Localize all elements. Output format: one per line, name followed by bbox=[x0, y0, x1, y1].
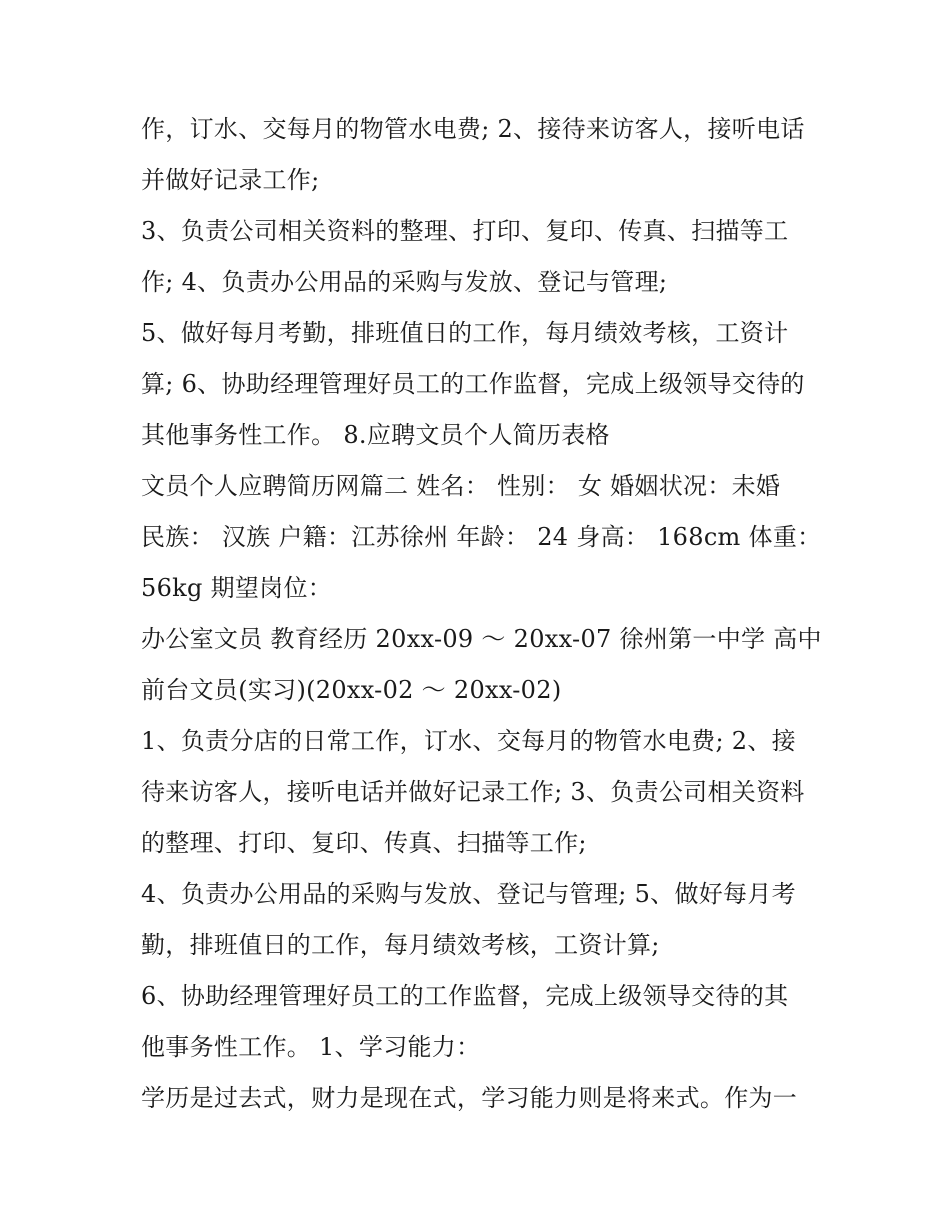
text-line: 民族： 汉族 户籍：江苏徐州 年龄： 24 身高： 168cm 体重： bbox=[141, 523, 822, 551]
text-line: 学历是过去式，财力是现在式，学习能力则是将来式。作为一 bbox=[141, 1084, 798, 1112]
text-line: 勤，排班值日的工作，每月绩效考核，工资计算; bbox=[141, 931, 660, 959]
text-line: 3、负责公司相关资料的整理、打印、复印、传真、扫描等工 bbox=[141, 217, 789, 245]
text-line: 的整理、打印、复印、传真、扫描等工作; bbox=[141, 829, 587, 857]
text-line: 算; 6、协助经理管理好员工的工作监督，完成上级领导交待的 bbox=[141, 370, 805, 398]
text-line: 5、做好每月考勤，排班值日的工作，每月绩效考核，工资计 bbox=[141, 319, 789, 347]
text-line: 作，订水、交每月的物管水电费; 2、接待来访客人，接听电话 bbox=[141, 115, 805, 143]
text-line: 并做好记录工作; bbox=[141, 166, 320, 194]
document-text-body bbox=[141, 104, 831, 1124]
text-line: 4、负责办公用品的采购与发放、登记与管理; 5、做好每月考 bbox=[141, 880, 796, 908]
text-line: 前台文员(实习)(20xx-02 ～ 20xx-02) bbox=[141, 676, 562, 704]
text-line: 他事务性工作。 1、学习能力： bbox=[141, 1033, 481, 1061]
text-line: 6、协助经理管理好员工的工作监督，完成上级领导交待的其 bbox=[141, 982, 789, 1010]
text-line: 待来访客人，接听电话并做好记录工作; 3、负责公司相关资料 bbox=[141, 778, 805, 806]
text-line: 其他事务性工作。 8.应聘文员个人简历表格 bbox=[141, 421, 610, 449]
text-line: 56kg 期望岗位： bbox=[141, 574, 333, 602]
text-line: 文员个人应聘简历网篇二 姓名： 性别： 女 婚姻状况：未婚 bbox=[141, 472, 781, 500]
text-line: 1、负责分店的日常工作，订水、交每月的物管水电费; 2、接 bbox=[141, 727, 796, 755]
text-line: 作; 4、负责办公用品的采购与发放、登记与管理; bbox=[141, 268, 668, 296]
text-line: 办公室文员 教育经历 20xx-09 ～ 20xx-07 徐州第一中学 高中 bbox=[141, 625, 822, 653]
